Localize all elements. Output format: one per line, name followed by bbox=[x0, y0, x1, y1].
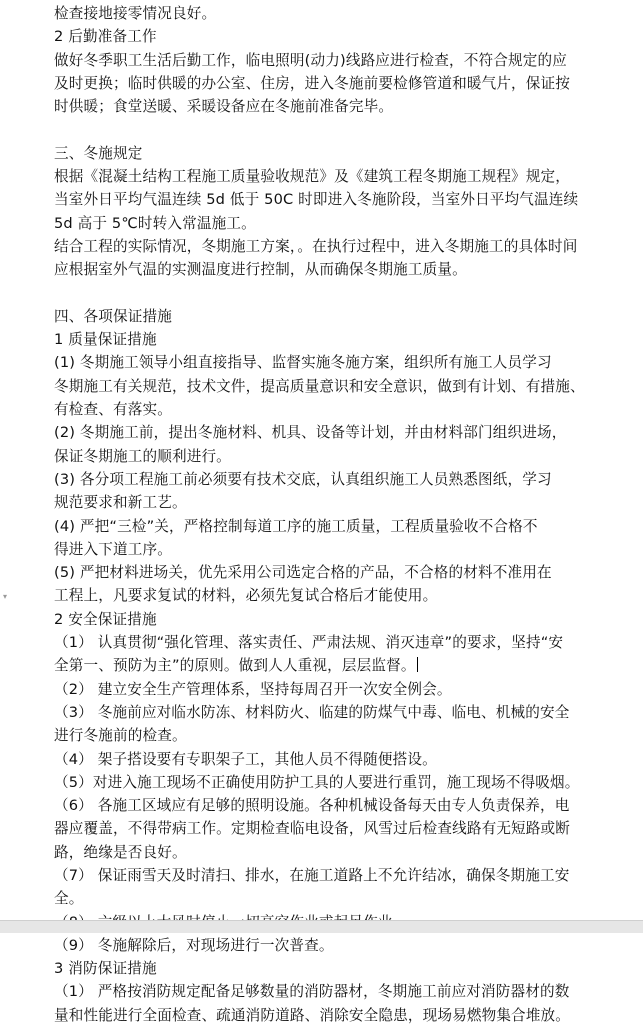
line-text: (4) 严把“三检”关，严格控制每道工序的施工质量，工程质量验收不合格不 bbox=[54, 517, 538, 535]
text-line[interactable] bbox=[54, 934, 639, 957]
text-line[interactable] bbox=[54, 817, 639, 840]
line-text: 进行冬施前的检查。 bbox=[54, 727, 187, 745]
text-line[interactable] bbox=[54, 631, 639, 654]
text-line[interactable] bbox=[54, 188, 639, 211]
line-text: 2 后勤准备工作 bbox=[54, 28, 157, 46]
text-line[interactable] bbox=[54, 398, 639, 421]
line-text: （6） 各施工区域应有足够的照明设施。各种机械设备每天由专人负责保养，电 bbox=[54, 797, 570, 815]
line-text: 有检查、有落实。 bbox=[54, 401, 172, 419]
line-text: (2) 冬期施工前，提出冬施材料、机具、设备等计划，并由材料部门组织进场， bbox=[54, 424, 567, 442]
text-line[interactable] bbox=[54, 258, 639, 281]
document-body[interactable] bbox=[54, 2, 639, 1027]
line-text: 应根据室外气温的实测温度进行控制，从而确保冬期施工质量。 bbox=[54, 261, 467, 279]
line-text: （1） 认真贯彻“强化管理、落实责任、严肃法规、消灭违章”的要求，坚持“安 bbox=[54, 634, 564, 652]
line-text: 得进入下道工序。 bbox=[54, 540, 172, 558]
line-text: 路，绝缘是否良好。 bbox=[54, 843, 187, 861]
line-text: （1） 严格按消防规定配备足够数量的消防器材，冬期施工前应对消防器材的数 bbox=[54, 983, 570, 1001]
text-line[interactable] bbox=[54, 25, 639, 48]
text-line[interactable] bbox=[54, 538, 639, 561]
blank-line[interactable] bbox=[54, 282, 639, 305]
line-text: 当室外日平均气温连续 5d 低于 50C 时即进入冬施阶段，当室外日平均气温连续 bbox=[54, 191, 579, 209]
text-line[interactable] bbox=[54, 212, 639, 235]
text-line[interactable] bbox=[54, 980, 639, 1003]
text-line[interactable] bbox=[54, 328, 639, 351]
text-line[interactable] bbox=[54, 305, 639, 328]
margin-collapse-marker[interactable]: ▾ bbox=[3, 592, 8, 601]
blank-line[interactable] bbox=[54, 118, 639, 141]
line-text: 工程上，凡要求复试的材料，必须先复试合格后才能使用。 bbox=[54, 587, 438, 605]
text-line[interactable] bbox=[54, 887, 639, 910]
line-text: (5) 严把材料进场关，优先采用公司选定合格的产品，不合格的材料不准用在 bbox=[54, 564, 552, 582]
line-text: 全第一、预防为主”的原则。做到人人重视，层层监督。 bbox=[54, 657, 416, 675]
text-line[interactable] bbox=[54, 584, 639, 607]
line-text: （9） 冬施解除后，对现场进行一次普查。 bbox=[54, 936, 334, 954]
line-text: （2） 建立安全生产管理体系，坚持每周召开一次安全例会。 bbox=[54, 680, 452, 698]
line-text: 做好冬季职工生活后勤工作，临电照明(动力)线路应进行检查，不符合规定的应 bbox=[54, 51, 567, 69]
line-text: 四、各项保证措施 bbox=[54, 307, 172, 325]
text-line[interactable] bbox=[54, 468, 639, 491]
text-line[interactable] bbox=[54, 957, 639, 980]
line-text: 及时更换；临时供暖的办公室、住房，进入冬施前要检修管道和暖气片，保证按 bbox=[54, 74, 571, 92]
line-text: （4） 架子搭设要有专职架子工，其他人员不得随便搭设。 bbox=[54, 750, 437, 768]
text-line[interactable] bbox=[54, 421, 639, 444]
line-text: 时供暖；食堂送暖、采暖设备应在冬施前准备完毕。 bbox=[54, 98, 394, 116]
line-text: 保证冬期施工的顺利进行。 bbox=[54, 447, 231, 465]
text-line[interactable] bbox=[54, 142, 639, 165]
line-text: 全。 bbox=[54, 890, 84, 908]
line-text: 5d 高于 5℃时转入常温施工。 bbox=[54, 214, 256, 232]
line-text: 3 消防保证措施 bbox=[54, 960, 157, 978]
text-line[interactable] bbox=[54, 654, 639, 677]
line-text: 三、冬施规定 bbox=[54, 144, 143, 162]
text-cursor bbox=[417, 657, 419, 672]
text-line[interactable] bbox=[54, 2, 639, 25]
text-line[interactable] bbox=[54, 794, 639, 817]
line-text: （3） 冬施前应对临水防冻、材料防火、临建的防煤气中毒、临电、机械的安全 bbox=[54, 703, 570, 721]
line-text: (1) 冬期施工领导小组直接指导、监督实施冬施方案，组织所有施工人员学习 bbox=[54, 354, 552, 372]
line-text: 1 质量保证措施 bbox=[54, 331, 157, 349]
text-line[interactable] bbox=[54, 1004, 639, 1027]
text-line[interactable] bbox=[54, 841, 639, 864]
text-line[interactable] bbox=[54, 95, 639, 118]
line-text: 2 安全保证措施 bbox=[54, 610, 157, 628]
line-text: 结合工程的实际情况，冬期施工方案，。在执行过程中，进入冬期施工的具体时间 bbox=[54, 237, 578, 255]
line-text: 冬期施工有关规范，技术文件，提高质量意识和安全意识，做到有计划、有措施、 bbox=[54, 377, 585, 395]
text-line[interactable] bbox=[54, 864, 639, 887]
text-line[interactable] bbox=[54, 561, 639, 584]
text-line[interactable] bbox=[54, 724, 639, 747]
text-line[interactable] bbox=[54, 445, 639, 468]
line-text: （7） 保证雨雪天及时清扫、排水，在施工道路上不允许结冰，确保冬期施工安 bbox=[54, 866, 570, 884]
bottom-scroll-area[interactable] bbox=[0, 920, 643, 933]
text-line[interactable] bbox=[54, 515, 639, 538]
text-line[interactable] bbox=[54, 351, 639, 374]
text-line[interactable] bbox=[54, 72, 639, 95]
line-text: （5）对进入施工现场不正确使用防护工具的人要进行重罚，施工现场不得吸烟。 bbox=[54, 773, 580, 791]
line-text: 根据《混凝土结构工程施工质量验收规范》及《建筑工程冬期施工规程》规定， bbox=[54, 168, 571, 186]
line-text: 器应覆盖，不得带病工作。定期检查临电设备，风雪过后检查线路有无短路或断 bbox=[54, 820, 571, 838]
text-line[interactable] bbox=[54, 165, 639, 188]
line-text: 规范要求和新工艺。 bbox=[54, 494, 187, 512]
line-text: 量和性能进行全面检查、疏通消防道路、消除安全隐患，现场易燃物集合堆放。 bbox=[54, 1006, 571, 1024]
text-line[interactable] bbox=[54, 235, 639, 258]
text-line[interactable] bbox=[54, 771, 639, 794]
text-line[interactable] bbox=[54, 491, 639, 514]
line-text: (3) 各分项工程施工前必须要有技术交底，认真组织施工人员熟悉图纸，学习 bbox=[54, 470, 552, 488]
text-line[interactable] bbox=[54, 701, 639, 724]
text-line[interactable] bbox=[54, 608, 639, 631]
text-line[interactable] bbox=[54, 49, 639, 72]
text-line[interactable] bbox=[54, 375, 639, 398]
line-text: 检查接地接零情况良好。 bbox=[54, 5, 217, 22]
text-line[interactable] bbox=[54, 748, 639, 771]
text-line[interactable] bbox=[54, 678, 639, 701]
